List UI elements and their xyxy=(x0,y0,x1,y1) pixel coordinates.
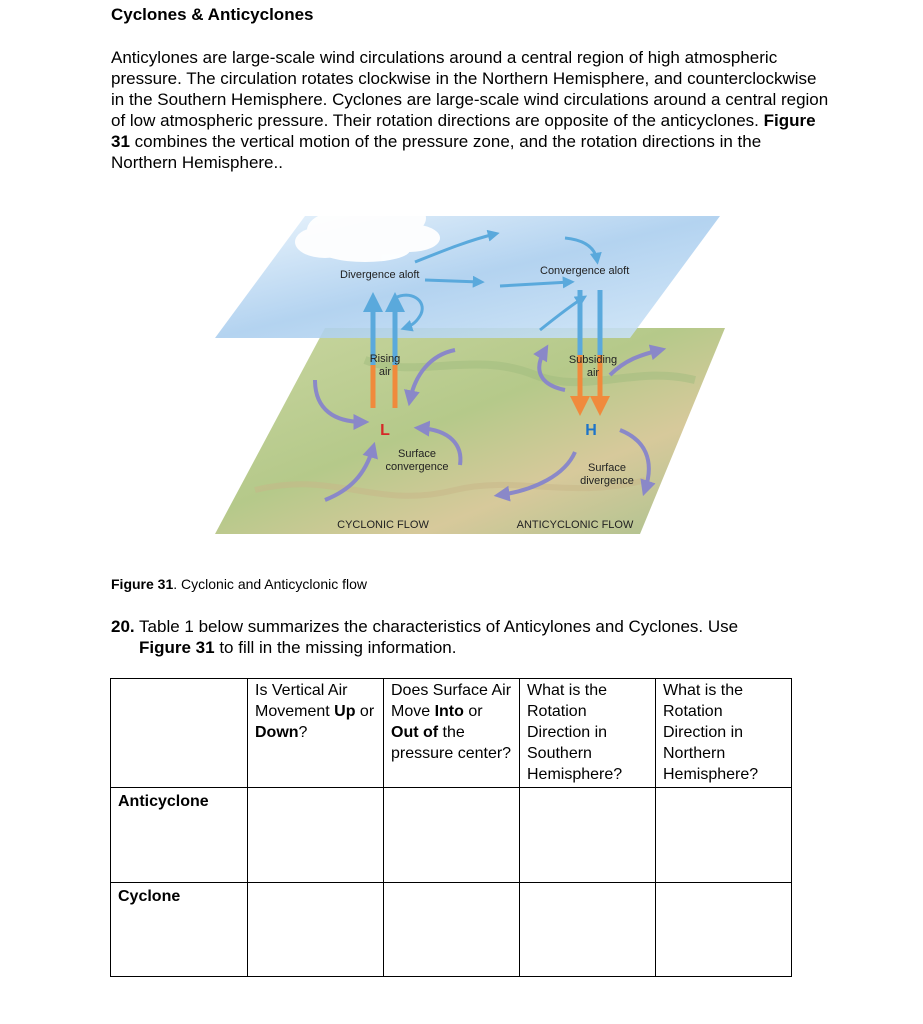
intro-text-1: Anticylones are large-scale wind circulations around a central region of high atmospheric pressure. The circulation rotates clockwise in the Northern Hemisphere, and counterclockwise in the Southern Hemisphere. Cyclones are large-scale wind circulations around a central region of low atmospheric pressure. Their rotation directions are opposite of the anticyclones. xyxy=(111,48,829,130)
cyclonic-flow-label: CYCLONIC FLOW xyxy=(337,519,429,531)
answer-cell[interactable] xyxy=(520,788,656,883)
question-line-2 xyxy=(111,637,831,658)
answer-cell[interactable] xyxy=(384,788,520,883)
answer-cell[interactable] xyxy=(248,883,384,977)
subsiding-air-label-2: air xyxy=(586,367,600,379)
table-row xyxy=(111,883,792,977)
intro-paragraph xyxy=(111,47,831,173)
row-label-cyclone: Cyclone xyxy=(111,883,248,977)
header-northern-rotation: What is the Rotation Direction in Northern Hemisphere? xyxy=(656,679,792,788)
row-label-anticyclone: Anticyclone xyxy=(111,788,248,883)
surface-divergence-label-1: Surface xyxy=(588,462,626,474)
figure-caption xyxy=(111,576,367,592)
land-surface xyxy=(215,328,725,534)
rising-air-label-1: Rising xyxy=(369,353,401,365)
intro-figure-ref: Figure 31 xyxy=(111,111,816,151)
header-surface-air: Does Surface Air Move Into or Out of the pressure center? xyxy=(384,679,520,788)
table-row xyxy=(111,788,792,883)
answer-cell[interactable] xyxy=(384,883,520,977)
convergence-aloft-label: Convergence aloft xyxy=(540,265,630,277)
question-20 xyxy=(111,616,831,658)
caption-text: . Cyclonic and Anticyclonic flow xyxy=(173,576,368,592)
header-southern-rotation: What is the Rotation Direction in Southern Hemisphere? xyxy=(520,679,656,788)
question-figure-ref: Figure 31 xyxy=(139,638,215,657)
surface-convergence-label-1: Surface xyxy=(398,448,436,460)
header-vertical-movement: Is Vertical Air Movement Up or Down? xyxy=(248,679,384,788)
anticyclonic-flow-label: ANTICYCLONIC FLOW xyxy=(516,519,634,531)
question-line-1 xyxy=(111,616,831,637)
question-number: 20. xyxy=(111,617,135,636)
cyclone-anticyclone-figure xyxy=(215,190,725,550)
intro-text-2: combines the vertical motion of the pressure zone, and the rotation directions in the Northern Hemisphere.. xyxy=(111,132,762,172)
caption-label: Figure 31 xyxy=(111,576,174,592)
surface-convergence-label-2: convergence xyxy=(385,461,449,473)
question-text-2: to fill in the missing information. xyxy=(214,638,457,657)
high-pressure-symbol: H xyxy=(585,422,597,439)
divergence-aloft-label: Divergence aloft xyxy=(340,269,420,281)
page-title: Cyclones & Anticyclones xyxy=(111,5,314,24)
answer-cell[interactable] xyxy=(656,788,792,883)
answer-cell[interactable] xyxy=(520,883,656,977)
answer-cell[interactable] xyxy=(656,883,792,977)
surface-divergence-label-2: divergence xyxy=(580,475,634,487)
low-pressure-symbol: L xyxy=(380,422,390,439)
table-header-row xyxy=(111,679,792,788)
header-empty-cell xyxy=(111,679,248,788)
subsiding-air-label-1: Subsiding xyxy=(568,354,618,366)
upper-air-plane xyxy=(215,216,720,338)
question-text-1: Table 1 below summarizes the characteristics of Anticylones and Cyclones. Use xyxy=(134,617,739,636)
answer-cell[interactable] xyxy=(248,788,384,883)
rising-air-label-2: air xyxy=(378,366,392,378)
summary-table xyxy=(110,678,792,977)
upper-arrow-2 xyxy=(425,280,480,282)
